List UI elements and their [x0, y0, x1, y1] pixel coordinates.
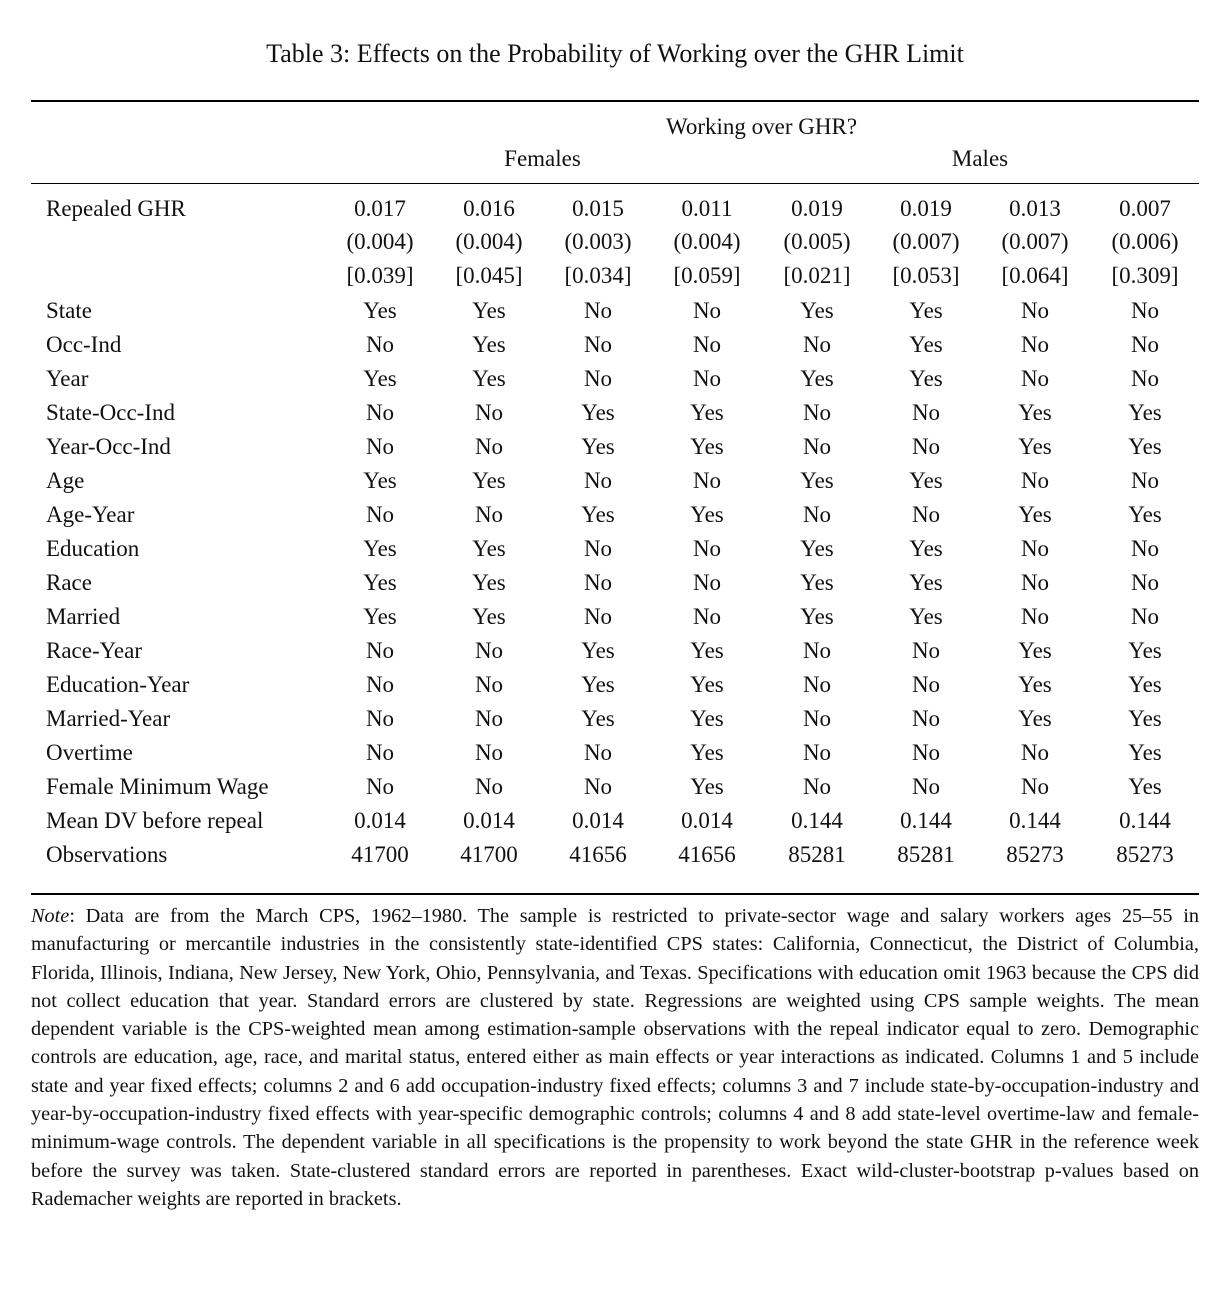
table-cell: Yes	[363, 366, 397, 391]
table-cell: 0.144	[900, 808, 952, 833]
table-cell: No	[474, 502, 504, 527]
table-cell: No	[692, 570, 722, 595]
table-cell: Yes	[1128, 502, 1162, 527]
standard-error-cell: (0.006)	[1111, 229, 1179, 254]
table-cell: No	[911, 638, 941, 663]
table-cell: 41700	[460, 842, 518, 867]
row-label: Repealed GHR	[46, 196, 186, 221]
table-cell: Yes	[1128, 638, 1162, 663]
table-cell: Yes	[472, 570, 506, 595]
table-cell: No	[692, 468, 722, 493]
table-cell: 0.144	[791, 808, 843, 833]
table-cell: No	[1020, 774, 1050, 799]
table-cell: No	[474, 672, 504, 697]
table-cell: Yes	[690, 774, 724, 799]
table-cell: No	[1130, 298, 1160, 323]
table-cell: No	[802, 774, 832, 799]
table-cell: No	[583, 468, 613, 493]
row-label: Female Minimum Wage	[46, 774, 269, 799]
results-table	[31, 192, 1199, 872]
row-label: State	[46, 298, 92, 323]
table-cell: No	[911, 706, 941, 731]
table-cell: Yes	[581, 638, 615, 663]
standard-error-cell: (0.004)	[455, 229, 523, 254]
table-row	[31, 600, 1199, 634]
table-cell: No	[365, 672, 395, 697]
p-value-cell: [0.053]	[892, 263, 960, 288]
table-cell: 85281	[897, 842, 955, 867]
p-value-cell: [0.034]	[564, 263, 632, 288]
coefficient-cell: 0.007	[1119, 196, 1171, 221]
table-row	[31, 702, 1199, 736]
table-cell: No	[1020, 332, 1050, 357]
table-cell: No	[583, 604, 613, 629]
table-row	[31, 838, 1199, 872]
row-label: Mean DV before repeal	[46, 808, 264, 833]
coefficient-cell: 0.015	[572, 196, 624, 221]
table-cell: Yes	[363, 570, 397, 595]
table-cell: No	[583, 570, 613, 595]
table-cell: No	[911, 400, 941, 425]
table-cell: No	[911, 672, 941, 697]
note-prefix: Note	[31, 905, 70, 927]
table-cell: Yes	[800, 298, 834, 323]
table-cell: No	[474, 400, 504, 425]
table-cell: 0.014	[681, 808, 733, 833]
header-rule	[31, 183, 1199, 184]
table-cell: Yes	[1128, 400, 1162, 425]
table-cell: No	[802, 400, 832, 425]
row-label: Age	[46, 468, 85, 493]
table-cell: 85273	[1006, 842, 1064, 867]
table-cell: No	[1130, 604, 1160, 629]
table-cell: Yes	[909, 332, 943, 357]
table-cell: Yes	[472, 332, 506, 357]
table-cell: Yes	[690, 740, 724, 765]
table-cell: No	[365, 638, 395, 663]
table-cell: No	[802, 434, 832, 459]
table-cell: No	[583, 740, 613, 765]
table-cell: Yes	[800, 468, 834, 493]
row-label: Age-Year	[46, 502, 135, 527]
table-cell: Yes	[800, 536, 834, 561]
table-cell: Yes	[909, 536, 943, 561]
table-cell: No	[1020, 536, 1050, 561]
note-text: : Data are from the March CPS, 1962–1980. The sample is restricted to private-sector wage and salary workers ages 25–55 in manufacturing or mercantile industries in the consistently state-identified CPS states: California, Connecticut, the District of Columbia, Florida, Illinois, Indiana, New Jersey, New York, Ohio, Pennsylvania, and Texas. Specifications with education omit 1963 because the CPS did not collect education that year. Standard errors are clustered by state. Regressions are weighted using CPS sample weights. The mean dependent variable is the CPS-weighted mean among estimation-sample observations with the repeal indicator equal to zero. Demographic controls are education, age, race, and marital status, entered either as main effects or year interactions as indicated. Columns 1 and 5 include state and year fixed effects; columns 2 and 6 add occupation-industry fixed effects; columns 3 and 7 include state-by-occupation-industry and year-by-occupation-industry fixed effects with year-specific demographic controls; columns 4 and 8 add state-level overtime-law and female-minimum-wage controls. The dependent variable in all specifications is the propensity to work beyond the state GHR in the reference week before the survey was taken. State-clustered standard errors are reported in parentheses. Exact wild-cluster-bootstrap p-values based on Rademacher weights are reported in brackets.	[31, 905, 1199, 1210]
table-row	[31, 328, 1199, 362]
standard-error-cell: (0.007)	[1001, 229, 1069, 254]
table-cell: No	[583, 536, 613, 561]
row-label: Married-Year	[46, 706, 171, 731]
table-cell: No	[1020, 740, 1050, 765]
table-cell: No	[802, 672, 832, 697]
table-cell: Yes	[690, 672, 724, 697]
coefficient-cell: 0.013	[1009, 196, 1061, 221]
table-cell: No	[802, 332, 832, 357]
table-cell: Yes	[363, 536, 397, 561]
p-value-cell: [0.064]	[1001, 263, 1069, 288]
table-cell: No	[365, 434, 395, 459]
row-label: Education	[46, 536, 140, 561]
table-cell: No	[692, 604, 722, 629]
table-row	[31, 566, 1199, 600]
table-cell: No	[1130, 366, 1160, 391]
table-cell: Yes	[472, 536, 506, 561]
table-cell: Yes	[909, 570, 943, 595]
table-cell: Yes	[1128, 774, 1162, 799]
table-cell: No	[583, 332, 613, 357]
table-cell: 0.014	[354, 808, 406, 833]
table-cell: No	[474, 774, 504, 799]
p-value-cell: [0.021]	[783, 263, 851, 288]
table-cell: 85273	[1116, 842, 1174, 867]
table-row	[31, 736, 1199, 770]
standard-error-row	[31, 226, 1199, 258]
top-rule	[31, 100, 1199, 102]
table-cell: Yes	[909, 366, 943, 391]
table-cell: No	[1130, 332, 1160, 357]
table-cell: No	[1130, 570, 1160, 595]
table-cell: Yes	[472, 298, 506, 323]
table-cell: Yes	[1018, 434, 1052, 459]
row-label: State-Occ-Ind	[46, 400, 175, 425]
table-cell: Yes	[1018, 502, 1052, 527]
coefficient-cell: 0.016	[463, 196, 515, 221]
table-cell: No	[365, 706, 395, 731]
table-cell: Yes	[363, 604, 397, 629]
table-cell: Yes	[800, 366, 834, 391]
table-cell: Yes	[581, 434, 615, 459]
table-cell: Yes	[690, 706, 724, 731]
table-row	[31, 804, 1199, 838]
p-value-row	[31, 258, 1199, 294]
p-value-cell: [0.039]	[346, 263, 414, 288]
table-cell: Yes	[1018, 638, 1052, 663]
table-cell: No	[1020, 298, 1050, 323]
table-cell: Yes	[581, 400, 615, 425]
row-label: Observations	[46, 842, 168, 867]
table-cell: No	[583, 366, 613, 391]
row-label: Year-Occ-Ind	[46, 434, 171, 459]
table-cell: No	[911, 774, 941, 799]
table-cell: Yes	[1128, 740, 1162, 765]
table-cell: Yes	[909, 468, 943, 493]
table-cell: No	[583, 298, 613, 323]
table-cell: Yes	[800, 570, 834, 595]
table-cell: No	[911, 740, 941, 765]
bottom-rule	[31, 893, 1199, 895]
p-value-cell: [0.059]	[673, 263, 741, 288]
table-cell: No	[911, 502, 941, 527]
table-cell: No	[692, 366, 722, 391]
table-cell: Yes	[363, 298, 397, 323]
table-row	[31, 532, 1199, 566]
table-cell: No	[802, 740, 832, 765]
table-cell: No	[802, 706, 832, 731]
table-cell: Yes	[1018, 672, 1052, 697]
table-cell: Yes	[690, 434, 724, 459]
standard-error-cell: (0.007)	[892, 229, 960, 254]
table-cell: No	[1020, 570, 1050, 595]
table-cell: 0.144	[1009, 808, 1061, 833]
table-cell: 85281	[788, 842, 846, 867]
table-cell: Yes	[581, 502, 615, 527]
coefficient-cell: 0.011	[681, 196, 733, 221]
table-cell: No	[365, 502, 395, 527]
table-cell: 0.144	[1119, 808, 1171, 833]
table-row	[31, 430, 1199, 464]
table-cell: Yes	[581, 706, 615, 731]
table-cell: 41656	[678, 842, 736, 867]
table-cell: 41700	[351, 842, 409, 867]
table-cell: Yes	[1128, 434, 1162, 459]
standard-error-cell: (0.003)	[564, 229, 632, 254]
table-row	[31, 396, 1199, 430]
table-cell: No	[365, 774, 395, 799]
table-cell: Yes	[800, 604, 834, 629]
table-cell: No	[692, 332, 722, 357]
table-cell: Yes	[1018, 400, 1052, 425]
table-row	[31, 464, 1199, 498]
table-cell: No	[365, 740, 395, 765]
standard-error-cell: (0.004)	[346, 229, 414, 254]
coefficient-cell: 0.019	[791, 196, 843, 221]
table-cell: Yes	[472, 604, 506, 629]
table-cell: 41656	[569, 842, 627, 867]
table-cell: Yes	[690, 400, 724, 425]
row-label: Race	[46, 570, 92, 595]
row-label: Year	[46, 366, 89, 391]
row-label: Education-Year	[46, 672, 190, 697]
table-cell: No	[1130, 468, 1160, 493]
table-cell: No	[1130, 536, 1160, 561]
table-cell: Yes	[690, 638, 724, 663]
row-label: Married	[46, 604, 121, 629]
table-cell: No	[1020, 366, 1050, 391]
group-header: Working over GHR?	[665, 114, 858, 139]
table-cell: No	[474, 740, 504, 765]
table-cell: No	[802, 502, 832, 527]
coefficient-cell: 0.017	[354, 196, 406, 221]
table-cell: No	[365, 400, 395, 425]
table-cell: No	[692, 536, 722, 561]
table-cell: Yes	[909, 604, 943, 629]
table-row	[31, 498, 1199, 532]
table-row	[31, 192, 1199, 226]
table-cell: Yes	[472, 468, 506, 493]
table-row	[31, 362, 1199, 396]
females-header: Females	[504, 146, 581, 171]
table-cell: No	[365, 332, 395, 357]
table-row	[31, 634, 1199, 668]
table-cell: No	[474, 706, 504, 731]
row-label: Overtime	[46, 740, 133, 765]
table-cell: Yes	[472, 366, 506, 391]
table-cell: No	[583, 774, 613, 799]
table-cell: Yes	[581, 672, 615, 697]
table-cell: No	[692, 298, 722, 323]
table-cell: 0.014	[463, 808, 515, 833]
table-cell: Yes	[690, 502, 724, 527]
males-header: Males	[951, 146, 1009, 171]
table-cell: 0.014	[572, 808, 624, 833]
row-label: Occ-Ind	[46, 332, 122, 357]
standard-error-cell: (0.005)	[783, 229, 851, 254]
table-title: Table 3: Effects on the Probability of Working over the GHR Limit	[266, 39, 964, 68]
table-cell: Yes	[909, 298, 943, 323]
table-cell: No	[474, 638, 504, 663]
row-label: Race-Year	[46, 638, 143, 663]
p-value-cell: [0.309]	[1111, 263, 1179, 288]
table-row	[31, 770, 1199, 804]
table-row	[31, 668, 1199, 702]
table-cell: Yes	[1128, 706, 1162, 731]
table-cell: Yes	[1128, 672, 1162, 697]
table-cell: No	[911, 434, 941, 459]
table-cell: Yes	[1018, 706, 1052, 731]
table-cell: No	[474, 434, 504, 459]
table-cell: No	[1020, 468, 1050, 493]
standard-error-cell: (0.004)	[673, 229, 741, 254]
p-value-cell: [0.045]	[455, 263, 523, 288]
coefficient-cell: 0.019	[900, 196, 952, 221]
table-note	[31, 902, 1199, 1213]
table-cell: Yes	[363, 468, 397, 493]
table-row	[31, 294, 1199, 328]
table-cell: No	[1020, 604, 1050, 629]
table-cell: No	[802, 638, 832, 663]
